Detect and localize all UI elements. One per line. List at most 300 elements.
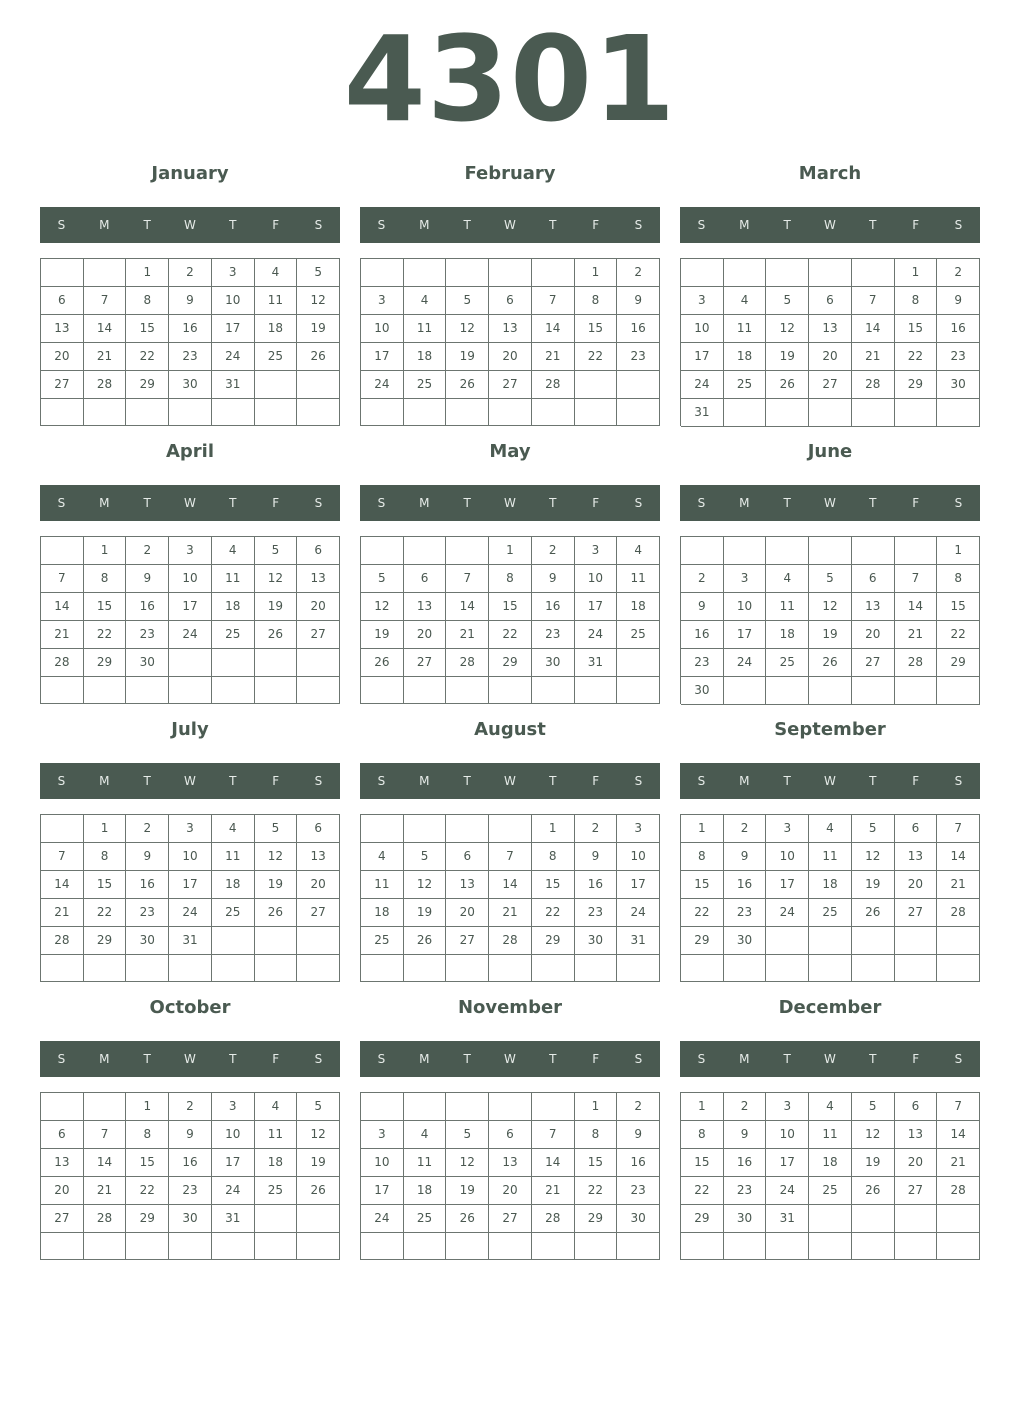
empty-day-cell [617,399,660,426]
weekday-header-bar [360,485,660,521]
day-cell: 4 [404,1121,447,1149]
empty-day-cell [404,537,447,565]
weekday-header: S [697,496,706,510]
day-cell: 19 [766,343,809,371]
day-cell: 28 [852,371,895,399]
day-cell: 23 [169,343,212,371]
day-cell: 21 [41,899,84,927]
day-cell: 5 [361,565,404,593]
empty-day-cell [681,537,724,565]
day-cell: 1 [681,815,724,843]
empty-day-cell [404,677,447,704]
day-cell: 5 [809,565,852,593]
day-cell: 10 [681,315,724,343]
day-cell: 18 [809,871,852,899]
day-cell: 14 [937,1121,980,1149]
weekday-header: W [184,1052,196,1066]
empty-day-cell [212,955,255,982]
day-cell: 7 [446,565,489,593]
day-cell: 15 [532,871,575,899]
empty-day-cell [41,815,84,843]
day-cell: 4 [361,843,404,871]
day-cell: 17 [169,593,212,621]
day-cell: 15 [84,593,127,621]
empty-day-cell [297,1233,340,1260]
day-cell: 3 [724,565,767,593]
empty-day-cell [617,1233,660,1260]
day-cell: 16 [169,1149,212,1177]
empty-day-cell [809,955,852,982]
day-cell: 7 [852,287,895,315]
day-cell: 13 [895,1121,938,1149]
weekday-header-bar [40,1041,340,1077]
day-cell: 20 [404,621,447,649]
weekday-header: T [463,1052,471,1066]
month-name: May [489,441,531,462]
day-cell: 20 [809,343,852,371]
day-cell: 11 [809,1121,852,1149]
day-cell: 28 [84,371,127,399]
empty-day-cell [852,1233,895,1260]
empty-day-cell [255,927,298,955]
day-cell: 17 [617,871,660,899]
day-cell: 2 [724,815,767,843]
day-cell: 29 [681,927,724,955]
day-cell: 8 [575,1121,618,1149]
day-cell: 2 [126,537,169,565]
day-cell: 3 [169,815,212,843]
empty-day-cell [126,955,169,982]
day-cell: 13 [297,843,340,871]
day-cell: 1 [84,537,127,565]
day-cell: 26 [852,1177,895,1205]
day-cell: 10 [617,843,660,871]
day-cell: 13 [852,593,895,621]
empty-day-cell [575,1233,618,1260]
day-cell: 20 [489,1177,532,1205]
day-cell: 18 [766,621,809,649]
day-cell: 29 [937,649,980,677]
day-cell: 14 [532,1149,575,1177]
day-cell: 1 [84,815,127,843]
day-cell: 20 [41,1177,84,1205]
weekday-header: S [954,496,963,510]
weekday-header: W [184,774,196,788]
empty-day-cell [126,1233,169,1260]
empty-day-cell [361,815,404,843]
empty-day-cell [297,1205,340,1233]
day-cell: 26 [446,1205,489,1233]
weekday-header: W [504,218,516,232]
day-cell: 18 [212,871,255,899]
empty-day-cell [489,677,532,704]
day-cell: 15 [575,315,618,343]
weekday-header-bar [680,763,980,799]
empty-day-cell [489,1233,532,1260]
weekday-header: F [272,774,280,788]
day-cell: 28 [895,649,938,677]
weekday-header: F [912,218,920,232]
weekday-header: T [783,1052,791,1066]
weekday-header: M [99,774,110,788]
empty-day-cell [489,955,532,982]
day-cell: 12 [446,315,489,343]
day-grid [360,1092,660,1260]
day-cell: 24 [766,1177,809,1205]
day-cell: 5 [255,537,298,565]
day-cell: 30 [724,1205,767,1233]
weekday-header: M [419,496,430,510]
day-cell: 21 [937,1149,980,1177]
empty-day-cell [617,955,660,982]
month-name: October [149,997,231,1018]
day-cell: 16 [724,871,767,899]
day-cell: 20 [41,343,84,371]
weekday-header-bar [360,763,660,799]
day-cell: 16 [126,593,169,621]
weekday-header-bar [360,207,660,243]
empty-day-cell [895,955,938,982]
day-cell: 3 [361,287,404,315]
day-cell: 13 [446,871,489,899]
day-cell: 3 [212,1093,255,1121]
day-cell: 14 [937,843,980,871]
empty-day-cell [446,677,489,704]
day-cell: 30 [681,677,724,705]
day-cell: 7 [84,1121,127,1149]
month-name: February [464,163,556,184]
day-cell: 5 [852,815,895,843]
weekday-header-bar [680,207,980,243]
day-cell: 9 [126,843,169,871]
day-cell: 24 [212,343,255,371]
empty-day-cell [895,927,938,955]
day-cell: 7 [41,843,84,871]
day-cell: 2 [169,259,212,287]
day-cell: 8 [681,843,724,871]
day-cell: 3 [212,259,255,287]
day-cell: 4 [255,259,298,287]
day-cell: 12 [446,1149,489,1177]
day-cell: 18 [212,593,255,621]
day-cell: 9 [169,1121,212,1149]
day-cell: 6 [41,1121,84,1149]
day-cell: 15 [681,871,724,899]
day-cell: 4 [809,1093,852,1121]
empty-day-cell [575,399,618,426]
day-cell: 27 [489,371,532,399]
weekday-header: S [377,1052,386,1066]
day-cell: 12 [766,315,809,343]
day-cell: 24 [617,899,660,927]
day-cell: 4 [766,565,809,593]
month-name: July [171,719,209,740]
day-cell: 5 [446,287,489,315]
day-cell: 22 [575,1177,618,1205]
empty-day-cell [255,649,298,677]
empty-day-cell [361,399,404,426]
day-cell: 26 [766,371,809,399]
day-cell: 19 [446,343,489,371]
day-cell: 5 [446,1121,489,1149]
day-cell: 24 [212,1177,255,1205]
month-name: June [807,441,853,462]
day-cell: 9 [724,843,767,871]
day-cell: 26 [404,927,447,955]
day-cell: 12 [404,871,447,899]
empty-day-cell [84,955,127,982]
weekday-header: T [143,1052,151,1066]
weekday-header: W [184,218,196,232]
empty-day-cell [169,1233,212,1260]
weekday-header: T [549,496,557,510]
day-cell: 29 [126,371,169,399]
day-cell: 21 [489,899,532,927]
day-cell: 23 [681,649,724,677]
day-cell: 22 [681,1177,724,1205]
day-cell: 6 [404,565,447,593]
month-name: September [774,719,886,740]
empty-day-cell [809,1205,852,1233]
day-cell: 14 [446,593,489,621]
day-grid [360,536,660,704]
empty-day-cell [41,399,84,426]
day-cell: 13 [489,315,532,343]
day-cell: 11 [617,565,660,593]
day-cell: 19 [852,1149,895,1177]
empty-day-cell [297,649,340,677]
day-cell: 31 [766,1205,809,1233]
weekday-header: M [419,1052,430,1066]
day-cell: 10 [361,315,404,343]
empty-day-cell [895,1205,938,1233]
day-cell: 21 [84,343,127,371]
month-name: April [165,441,215,462]
day-cell: 27 [895,1177,938,1205]
day-cell: 11 [404,1149,447,1177]
day-cell: 21 [41,621,84,649]
weekday-header: M [739,774,750,788]
empty-day-cell [532,259,575,287]
empty-day-cell [255,955,298,982]
day-cell: 18 [255,315,298,343]
day-cell: 13 [297,565,340,593]
month-name: November [457,997,563,1018]
day-cell: 8 [84,565,127,593]
day-cell: 8 [126,1121,169,1149]
day-cell: 3 [766,1093,809,1121]
day-cell: 28 [84,1205,127,1233]
day-cell: 17 [575,593,618,621]
empty-day-cell [361,677,404,704]
weekday-header: M [419,218,430,232]
empty-day-cell [766,399,809,427]
weekday-header: M [739,1052,750,1066]
weekday-header: W [824,1052,836,1066]
weekday-header: F [912,496,920,510]
day-cell: 6 [895,815,938,843]
day-cell: 7 [937,1093,980,1121]
weekday-header: W [824,218,836,232]
day-cell: 1 [126,259,169,287]
weekday-header-bar [680,485,980,521]
weekday-header: M [739,496,750,510]
day-cell: 9 [169,287,212,315]
day-cell: 19 [361,621,404,649]
day-cell: 26 [297,343,340,371]
weekday-header: T [783,496,791,510]
weekday-header: S [954,218,963,232]
day-cell: 10 [361,1149,404,1177]
empty-day-cell [169,955,212,982]
weekday-header: S [697,218,706,232]
empty-day-cell [255,1233,298,1260]
day-cell: 9 [681,593,724,621]
day-cell: 8 [895,287,938,315]
weekday-header: F [592,218,600,232]
weekday-header-bar [360,1041,660,1077]
day-cell: 14 [41,593,84,621]
weekday-header: T [549,218,557,232]
day-cell: 14 [532,315,575,343]
day-cell: 16 [126,871,169,899]
day-cell: 10 [766,843,809,871]
empty-day-cell [297,371,340,399]
weekday-header: S [377,218,386,232]
weekday-header: T [143,218,151,232]
empty-day-cell [617,649,660,677]
day-cell: 25 [766,649,809,677]
day-cell: 7 [84,287,127,315]
day-cell: 22 [532,899,575,927]
year-title: 4301 [343,10,677,148]
day-cell: 25 [809,1177,852,1205]
day-cell: 1 [532,815,575,843]
day-cell: 29 [84,649,127,677]
empty-day-cell [681,1233,724,1260]
weekday-header-bar [40,763,340,799]
weekday-header: W [184,496,196,510]
day-cell: 15 [489,593,532,621]
day-cell: 25 [255,1177,298,1205]
day-cell: 10 [169,565,212,593]
empty-day-cell [255,371,298,399]
day-cell: 30 [532,649,575,677]
day-cell: 22 [84,621,127,649]
day-cell: 2 [617,1093,660,1121]
day-grid [680,258,980,426]
empty-day-cell [575,677,618,704]
day-cell: 5 [766,287,809,315]
weekday-header: S [57,496,66,510]
empty-day-cell [489,259,532,287]
day-cell: 1 [575,259,618,287]
day-cell: 24 [361,371,404,399]
day-cell: 23 [617,343,660,371]
day-cell: 9 [617,287,660,315]
day-cell: 31 [681,399,724,427]
empty-day-cell [575,955,618,982]
weekday-header: T [783,774,791,788]
month-name: March [798,163,862,184]
day-cell: 2 [617,259,660,287]
day-cell: 14 [852,315,895,343]
empty-day-cell [404,1093,447,1121]
weekday-header: S [634,218,643,232]
empty-day-cell [212,399,255,426]
day-cell: 23 [126,899,169,927]
empty-day-cell [84,1233,127,1260]
day-cell: 26 [446,371,489,399]
empty-day-cell [446,537,489,565]
day-cell: 19 [255,871,298,899]
month-name: January [151,163,229,184]
day-cell: 16 [532,593,575,621]
day-cell: 5 [297,259,340,287]
empty-day-cell [852,955,895,982]
day-cell: 4 [404,287,447,315]
day-cell: 12 [852,843,895,871]
empty-day-cell [41,1233,84,1260]
day-cell: 23 [724,899,767,927]
empty-day-cell [937,1205,980,1233]
empty-day-cell [446,955,489,982]
empty-day-cell [126,399,169,426]
day-cell: 16 [617,315,660,343]
weekday-header: T [143,496,151,510]
weekday-header: S [314,496,323,510]
empty-day-cell [404,955,447,982]
day-cell: 2 [532,537,575,565]
day-cell: 4 [212,815,255,843]
day-cell: 13 [489,1149,532,1177]
day-cell: 4 [809,815,852,843]
empty-day-cell [852,677,895,705]
day-cell: 29 [532,927,575,955]
day-grid [680,536,980,704]
day-cell: 30 [169,1205,212,1233]
empty-day-cell [937,1233,980,1260]
empty-day-cell [895,399,938,427]
empty-day-cell [361,955,404,982]
day-grid [40,1092,340,1260]
day-cell: 12 [255,565,298,593]
day-cell: 27 [41,1205,84,1233]
day-cell: 27 [297,621,340,649]
day-cell: 3 [575,537,618,565]
empty-day-cell [681,259,724,287]
empty-day-cell [532,399,575,426]
day-cell: 27 [489,1205,532,1233]
empty-day-cell [489,399,532,426]
day-cell: 21 [895,621,938,649]
day-cell: 21 [532,343,575,371]
day-cell: 3 [681,287,724,315]
day-cell: 23 [532,621,575,649]
day-cell: 1 [489,537,532,565]
empty-day-cell [446,1093,489,1121]
empty-day-cell [446,399,489,426]
day-cell: 11 [212,843,255,871]
weekday-header: T [229,218,237,232]
weekday-header: T [549,774,557,788]
empty-day-cell [84,677,127,704]
day-cell: 27 [895,899,938,927]
day-cell: 28 [489,927,532,955]
day-cell: 14 [84,315,127,343]
empty-day-cell [297,399,340,426]
weekday-header: M [99,496,110,510]
